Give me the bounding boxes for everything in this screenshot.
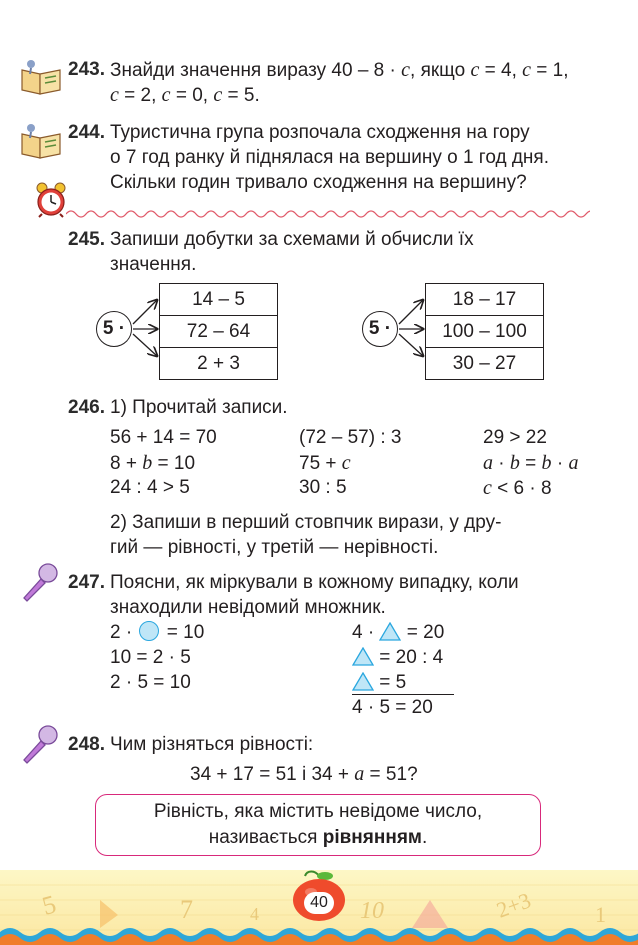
exercise-text: значення. <box>110 254 197 275</box>
check-line <box>352 694 454 695</box>
page-number: 40 <box>304 892 334 914</box>
expression: c < 6 · 8 <box>483 477 552 499</box>
rule-box <box>95 794 541 856</box>
expression: (72 – 57) : 3 <box>299 427 402 448</box>
exercise-text: c = 2, c = 0, c = 5. <box>110 84 260 106</box>
expression: 30 : 5 <box>299 477 347 498</box>
exercise-text: о 7 год ранку й піднялася на вершину о 1 год дня. <box>110 147 549 168</box>
exercise-text: Поясни, як міркували в кожному випадку, коли <box>110 572 519 593</box>
triangle-shape <box>352 672 374 691</box>
svg-text:1: 1 <box>595 902 606 927</box>
exercise-text: Чим різняться рівності: <box>110 734 314 755</box>
scheme-item: 30 – 27 <box>452 353 517 374</box>
svg-text:2+3: 2+3 <box>493 887 535 923</box>
equation: = 20 : 4 <box>352 646 443 670</box>
exercise-number: 246. <box>68 397 105 418</box>
circle-shape <box>139 621 159 641</box>
scheme-item: 100 – 100 <box>426 316 543 348</box>
exercise-number: 247. <box>68 572 105 593</box>
rule-line: Рівність, яка містить невідоме число, <box>153 801 483 822</box>
exercise-number: 243. <box>68 59 105 80</box>
factor-circle: 5 · <box>362 311 398 347</box>
scheme-item: 18 – 17 <box>426 284 543 316</box>
svg-text:4: 4 <box>250 904 259 924</box>
rule-term: рівнянням <box>322 827 422 848</box>
equation: 4 · 5 = 20 <box>352 697 433 718</box>
equation: 4 · = 20 <box>352 622 445 643</box>
exercise-text: Туристична група розпочала сходження на гору <box>110 122 530 143</box>
rule-line: називається рівнянням. <box>208 827 428 848</box>
page-footer <box>0 870 638 945</box>
triangle-shape <box>379 622 401 641</box>
microphone-icon <box>18 562 60 604</box>
expression: 8 + b = 10 <box>110 452 196 474</box>
equation: 2 · 5 = 10 <box>110 672 191 693</box>
exercise-number: 245. <box>68 229 105 250</box>
exercise-text: Скільки годин тривало сходження на вершину? <box>110 172 527 193</box>
scheme-item: 72 – 64 <box>160 316 277 348</box>
exercise-number: 248. <box>68 734 105 755</box>
exercise-text: гий — рівності, у третій — нерівності. <box>110 537 439 558</box>
scheme-box <box>159 283 278 380</box>
exercise-number: 244. <box>68 122 105 143</box>
equation: = 5 <box>352 671 406 695</box>
alarm-clock-icon <box>34 182 68 218</box>
expression: 75 + c <box>299 452 351 474</box>
svg-text:10: 10 <box>360 898 384 924</box>
exercise-text: 2) Запиши в перший стовпчик вирази, у дру- <box>110 512 502 533</box>
scheme-item: 14 – 5 <box>160 284 277 316</box>
wavy-divider <box>66 208 590 220</box>
svg-text:7: 7 <box>180 895 193 924</box>
book-icon <box>18 58 66 96</box>
equation: 34 + 17 = 51 і 34 + a = 51? <box>190 763 418 785</box>
exercise-text: 1) Прочитай записи. <box>110 397 288 418</box>
expression: 24 : 4 > 5 <box>110 477 190 498</box>
book-icon <box>18 122 66 160</box>
factor-circle: 5 · <box>96 311 132 347</box>
equation: 2 · = 10 <box>110 622 205 643</box>
scheme-item: 2 + 3 <box>197 353 240 374</box>
exercise-text: знаходили невідомий множник. <box>110 597 386 618</box>
svg-text:5: 5 <box>39 889 60 921</box>
microphone-icon <box>18 724 60 766</box>
exercise-text: Знайди значення виразу 40 – 8 · c, якщо c = 4, c = 1, <box>110 59 569 81</box>
expression: 29 > 22 <box>483 427 547 448</box>
exercise-text: Запиши добутки за схемами й обчисли їх <box>110 229 474 250</box>
expression: 56 + 14 = 70 <box>110 427 217 448</box>
expression: a · b = b · a <box>483 452 579 474</box>
equation: 10 = 2 · 5 <box>110 647 191 668</box>
triangle-shape <box>352 647 374 666</box>
scheme-box <box>425 283 544 380</box>
